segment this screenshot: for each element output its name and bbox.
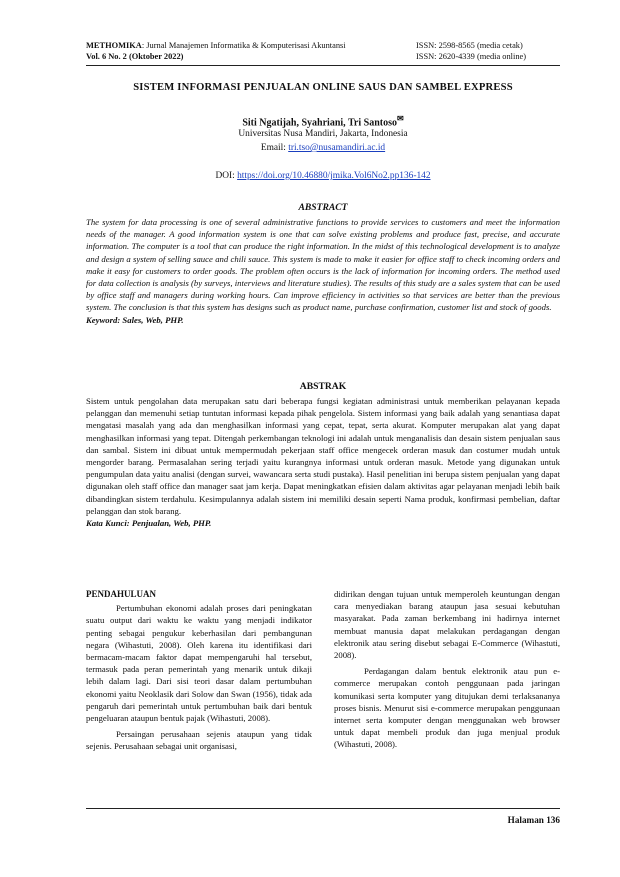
email-label: Email: — [260, 143, 286, 153]
doi-link[interactable]: https://doi.org/10.46880/jmika.Vol6No2.pp136-142 — [237, 171, 431, 181]
paragraph: didirikan dengan tujuan untuk memperoleh keuntungan dengan cara menyediakan barang ataupun jasa sesuai kebutuhan masyarakat. Pada zaman berkembang ini hadirnya internet membuat manusia dapat melakukan perdagangan dengan elektronik atau sering disebut sebagai E-Commerce (Wihastuti, 2008). — [334, 589, 560, 661]
paper-title: SISTEM INFORMASI PENJUALAN ONLINE SAUS DAN SAMBEL EXPRESS — [133, 82, 513, 93]
journal-name: METHOMIKA — [86, 41, 142, 50]
footer-rule — [86, 808, 560, 809]
body-column-right — [334, 588, 560, 751]
authors: Siti Ngatijah, Syahriani, Tri Santoso — [242, 117, 397, 129]
email-line — [86, 142, 560, 154]
issn-print: ISSN: 2598-8565 (media cetak) — [416, 41, 523, 50]
abstract-heading: ABSTRACT — [298, 202, 348, 213]
corresponding-mail-icon: ✉ — [396, 114, 404, 123]
kata-kunci: Kata Kunci: Penjualan, Web, PHP. — [86, 518, 212, 529]
journal-full-name: Jurnal Manajemen Informatika & Komputerisasi Akuntansi — [146, 41, 346, 50]
page-number: Halaman 136 — [507, 815, 560, 825]
abstrak-indonesian — [86, 395, 560, 529]
header-rule — [86, 65, 560, 66]
abstract-english-body: The system for data processing is one of several administrative functions to provide services to customers and meet the information needs of the manager. A good information system is one that can solve existing problems and produce fast, precise, and accurate information. The computer is a tool that can produce the right information. In the midst of this technological development is to analyze and design a system of selling sauce and chili sauce. This system is made to make it easier for office staff to check incoming orders and make it easy for customers to order goods. The problem often occurs is the lack of information for incoming orders. The method used for data collection is analysis (by surveys, interviews and literature studies). The results of this study are a sales system that can be used by office staff and managers during working hours. Can improve efficiency in activities so that services are better than the previous system. The conclusion is that this system has designs such as product name, purchase confirmation, customer list and stock of goods. — [86, 217, 560, 313]
journal-header-right — [416, 40, 526, 62]
doi-label: DOI: — [215, 171, 235, 181]
author-list — [86, 113, 560, 129]
abstrak-heading: ABSTRAK — [299, 381, 347, 392]
journal-volume: Vol. 6 No. 2 (Oktober 2022) — [86, 52, 184, 61]
keywords-english: Keyword: Sales, Web, PHP. — [86, 314, 184, 325]
doi-line — [86, 170, 560, 182]
paragraph: Pertumbuhan ekonomi adalah proses dari peningkatan suatu output dari waktu ke waktu yang menjadi indikator penting sebagai pengukur keberhasilan dari pembangunan negara (Wihastuti, 2008). Oleh karena itu identifikasi dari bermacam-macam faktor dapat mempengaruhi hal tersebut, termasuk pada peran pemerintah yang menarik untuk dikaji lebih dalam lagi. Dari sisi teori dasar dalam pertumbuhan ekonomi yaitu Neoklasik dari Solow dan Swan (1956), tidak ada pengaruh dari pemerintah untuk pertumbuhan baik dari bentuk pengeluaran ataupun bentuk pajak (Wihastuti, 2008). — [86, 603, 312, 724]
paragraph: Perdagangan dalam bentuk elektronik atau pun e-commerce merupakan contoh penggunaan pada jaringan komunikasi serta komputer yang ditujukan demi terlaksananya proses bisnis. Menurut sisi e-commerce merupakan penggunaan internet serta komputer dengan menggunakan web browser untuk dapat membeli produk dan juga menjual produk (Wihastuti, 2008). — [334, 666, 560, 750]
affiliation: Universitas Nusa Mandiri, Jakarta, Indonesia — [238, 129, 408, 139]
section-heading: PENDAHULUAN — [86, 589, 157, 599]
abstrak-body: Sistem untuk pengolahan data merupakan satu dari beberapa fungsi kegiatan administrasi untuk memberikan pelayanan kepada pelanggan dan memenuhi setiap tuntutan informasi kepada pihak pengelola. Sistem informasi yang baik adalah yang senantiasa dapat mengatasi masalah yang ada dan menghasilkan informasi yang cepat, tepat, serta akurat. Komputer merupakan alat yang dapat menghasilkan informasi yang tepat. Ditengah perkembangan teknologi ini adalah untuk menganalisis dan desain sistem penjualan saus dan sambal. Sistem ini dibuat untuk mempermudah pekerjaan staff office mengecek orderan masuk dan costumer mudah untuk mengorder barang. Permasalahan sering terjadi yaitu kurangnya informasi untuk orderan masuk. Metode yang digunakan untuk pengumpulan data yaitu analisi (dengan survei, wawancara serta studi pustaka). Hasil penelitian ini berupa sistem penjualan yang dapat digunakan oleh staff office dan manager saat jam kerja. Dapat meningkatkan efisien dalam aktivitas agar pelayanan menjadi lebih baik dibandingkan sistem terdahulu. Kesimpulannya adalah sistem ini memiliki desain seperti Nama produk, konfirmasi pembelian, daftar pelanggan dan stok barang. — [86, 396, 560, 516]
body-column-left — [86, 588, 312, 753]
abstract-english — [86, 216, 560, 326]
journal-header-left: METHOMIKA: Jurnal Manajemen Informatika & Komputerisasi Akuntansi Vol. 6 No. 2 (Oktober 2022) — [86, 41, 346, 61]
paragraph: Persaingan perusahaan sejenis ataupun yang tidak sejenis. Perusahaan sebagai unit organisasi, — [86, 729, 312, 752]
email-link[interactable]: tri.tso@nusamandiri.ac.id — [288, 143, 386, 153]
issn-online: ISSN: 2620-4339 (media online) — [416, 52, 527, 61]
